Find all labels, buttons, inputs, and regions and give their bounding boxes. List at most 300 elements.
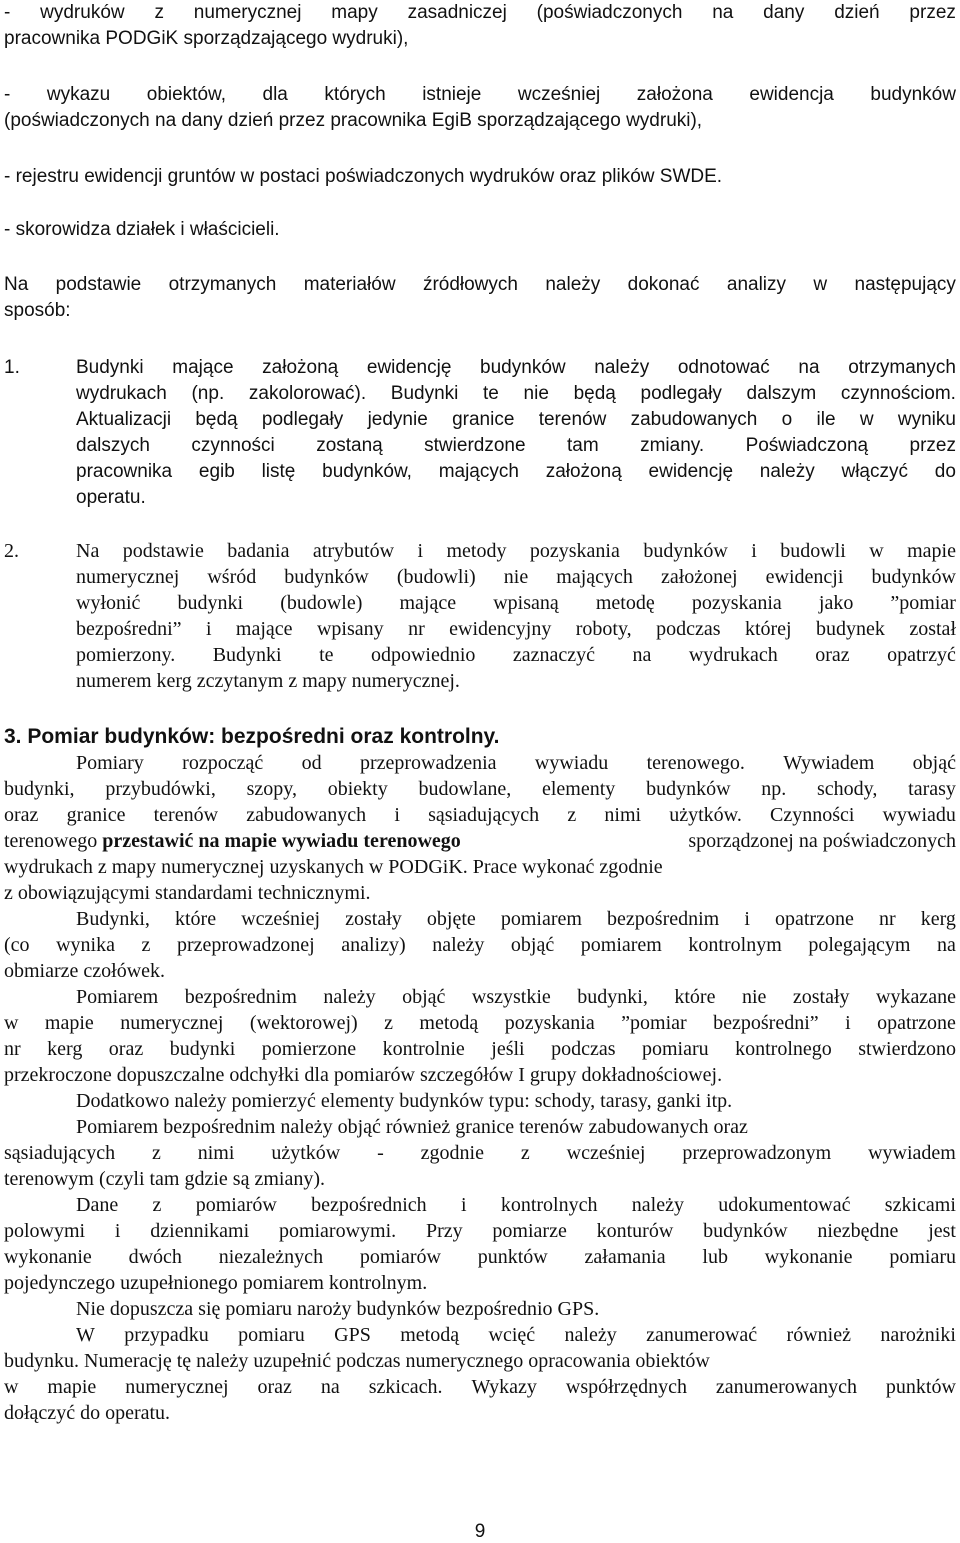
word: objąć (402, 986, 446, 1008)
word: polowymi (4, 1220, 86, 1242)
word: wcześniej (517, 84, 601, 105)
word: wywiadu (882, 804, 956, 826)
word: wywiadu (534, 752, 609, 774)
word: Na (4, 274, 29, 295)
word: punktów (885, 1376, 956, 1398)
word: ile (816, 409, 836, 430)
word: odpowiednio (370, 644, 476, 666)
word: tarasy (908, 778, 956, 800)
text-run: terenowego (4, 830, 103, 852)
word: szkicami (884, 1194, 956, 1216)
word: podlegały (640, 383, 722, 404)
word: załamania (584, 1246, 666, 1268)
word: pomiarów (359, 1246, 441, 1268)
paragraph-line: dołączyć do operatu. (4, 1402, 171, 1424)
word: z (151, 1142, 161, 1164)
word: Wykazy (471, 1376, 537, 1398)
word: budynków, (322, 461, 412, 482)
word: Aktualizacji (76, 409, 172, 430)
word: które (674, 986, 716, 1008)
word: objąć (510, 934, 555, 956)
word: opatrzone (774, 908, 854, 930)
word: (wektorowej) (249, 1012, 358, 1034)
word: ewidencja (749, 84, 834, 105)
word: budynki (169, 1038, 236, 1060)
word: wykonanie (764, 1246, 853, 1268)
word: kontrolnych (500, 1194, 598, 1216)
word: na (712, 2, 734, 23)
word: polegającym (808, 934, 911, 956)
paragraph-line (4, 1374, 956, 1400)
word: i (751, 540, 757, 562)
word: dokonać (627, 274, 700, 295)
word: istnieje (422, 84, 482, 105)
word: rozpocząć (182, 752, 264, 774)
word: dla (262, 84, 288, 105)
paragraph-line: budynku. Numerację tę należy uzupełnić podczas numerycznego opracowania obiektów (4, 1350, 710, 1372)
word: na (632, 644, 652, 666)
word: mających (438, 461, 519, 482)
word: analizy) (341, 934, 406, 956)
word: nie (523, 383, 549, 404)
word: zanumerowanych (715, 1376, 857, 1398)
word: zostały (345, 908, 402, 930)
word: kontrolnego (735, 1038, 832, 1060)
word: kontrolnym (688, 934, 782, 956)
word: należy (759, 461, 815, 482)
word: stwierdzono (858, 1038, 956, 1060)
word: należy (432, 934, 485, 956)
list-item-line (76, 381, 956, 407)
word: wcześniej (566, 1142, 646, 1164)
word: (budowle) (280, 592, 363, 614)
word: Budynki (212, 644, 282, 666)
word: będą (573, 383, 616, 404)
word: budynek (816, 618, 885, 640)
word: Budynki (390, 383, 459, 404)
word: podlegały (261, 409, 344, 430)
paragraph-line (4, 776, 956, 802)
word: bezpośredni” (713, 1012, 819, 1034)
word: atrybutów (312, 540, 395, 562)
word: budowli (780, 540, 846, 562)
paragraph-line (76, 1192, 956, 1218)
word: wyłonić (76, 592, 141, 614)
word: budynków (703, 1220, 788, 1242)
paragraph-line: przekroczone dopuszczalne odchyłki dla pomiarów szczegółów I grupy dokładnościowej. (4, 1064, 723, 1086)
word: budynków (870, 84, 956, 105)
word: przeprowadzonej (176, 934, 315, 956)
list-number: 2. (4, 540, 19, 562)
word: i (205, 618, 212, 640)
word: metodą (400, 1324, 460, 1346)
word: (poświadczonych (536, 2, 683, 23)
word: zostały (792, 986, 850, 1008)
word: pomiarze (492, 1220, 567, 1242)
paragraph-line (4, 828, 956, 854)
paragraph-line (4, 1036, 956, 1062)
word: przez (909, 435, 956, 456)
paragraph-line (4, 802, 956, 828)
word: wydruków (40, 2, 125, 23)
list-item-line (76, 590, 956, 616)
word: Budynki, (76, 908, 150, 930)
word: budynków (284, 566, 369, 588)
word: odnotować (677, 357, 770, 378)
word: na (320, 1376, 340, 1398)
word: opatrzone (877, 1012, 956, 1034)
word: kontrolnie (382, 1038, 465, 1060)
word: założoną (545, 461, 622, 482)
word: również (786, 1324, 851, 1346)
word: Budynki (76, 357, 144, 378)
word: ewidencji (765, 566, 844, 588)
word: źródłowych (422, 274, 518, 295)
word: numerycznej (120, 1012, 224, 1034)
word: założonej (660, 566, 738, 588)
word: jedynie (367, 409, 428, 430)
section-heading: 3. Pomiar budynków: bezpośredni oraz kontrolny. (4, 725, 500, 748)
word: mające (172, 357, 234, 378)
word: metodę (595, 592, 655, 614)
paragraph-line (4, 1010, 956, 1036)
list-item-line: numerem kerg zczytanym z mapy numerycznej. (76, 670, 460, 692)
word: pomiaru (641, 1038, 709, 1060)
word: nimi (197, 1142, 235, 1164)
word: zabudowanych (630, 409, 758, 430)
word: niezbędne (817, 1220, 899, 1242)
intro-line (4, 0, 956, 26)
word: ”pomiar (890, 592, 956, 614)
word: Poświadczoną (745, 435, 869, 456)
word: wszystkie (471, 986, 551, 1008)
paragraph-line (4, 932, 956, 958)
word: z (384, 1012, 393, 1034)
word: pomiarem (500, 908, 582, 930)
paragraph-line: Pomiarem bezpośrednim należy objąć również granice terenów zabudowanych oraz (76, 1116, 748, 1138)
word: wydrukach (688, 644, 778, 666)
word: terenowego. (646, 752, 745, 774)
list-item-line (76, 538, 956, 564)
word: Czynności (769, 804, 855, 826)
word: W (76, 1324, 95, 1346)
word: sąsiadujących (4, 1142, 116, 1164)
word: (co (4, 934, 30, 956)
word: na (798, 357, 820, 378)
word: wykonanie (4, 1246, 92, 1268)
word: przybudówki, (105, 778, 216, 800)
word: - (4, 84, 11, 105)
intro-line: - rejestru ewidencji gruntów w postaci poświadczonych wydruków oraz plików SWDE. (4, 166, 723, 187)
word: mapie (44, 1012, 94, 1034)
word: badania (227, 540, 290, 562)
word: w (4, 1376, 19, 1398)
word: budynków (643, 540, 728, 562)
word: czynności (191, 435, 275, 456)
word: kerg (47, 1038, 83, 1060)
word: włączyć (841, 461, 908, 482)
word: zasadniczej (407, 2, 507, 23)
word: narożniki (880, 1324, 956, 1346)
text-run: sporządzonej na poświadczonych (688, 830, 956, 852)
word: wpisaną (493, 592, 559, 614)
word: użytków. (669, 804, 742, 826)
word: pomiaru (238, 1324, 305, 1346)
word: otrzymanych (848, 357, 956, 378)
word: jako (818, 592, 854, 614)
paragraph-line: Dodatkowo należy pomierzyć elementy budynków typu: schody, tarasy, ganki itp. (76, 1090, 733, 1112)
word: których (324, 84, 386, 105)
word: wcześniej (241, 908, 321, 930)
word: granice (66, 804, 126, 826)
word: należy (545, 274, 601, 295)
list-item-line (76, 407, 956, 433)
list-item-line (76, 355, 956, 381)
list-item-line (76, 433, 956, 459)
word: budowlane, (418, 778, 512, 800)
word: szopy, (246, 778, 297, 800)
word: czynnościom. (840, 383, 956, 404)
word: przeprowadzonym (682, 1142, 832, 1164)
word: pomiarem (580, 934, 662, 956)
word: wpisany (316, 618, 384, 640)
word: Dane (76, 1194, 119, 1216)
word: i (744, 908, 750, 930)
word: dwóch (128, 1246, 182, 1268)
word: bezpośrednim (607, 908, 720, 930)
word: zaznaczyć (512, 644, 596, 666)
intro-line: pracownika PODGiK sporządzającego wydruki), (4, 28, 409, 49)
word: budynków (871, 566, 956, 588)
paragraph-line (76, 984, 956, 1010)
word: te (483, 383, 499, 404)
word: wywiadem (868, 1142, 956, 1164)
word: na (937, 934, 956, 956)
word: należy (323, 986, 376, 1008)
word: i (394, 804, 400, 826)
word: elementy (542, 778, 616, 800)
word: zgodnie (420, 1142, 484, 1164)
word: kerg (920, 908, 956, 930)
word: zakolorować). (248, 383, 367, 404)
word: zabudowanych (246, 804, 367, 826)
word: nr (408, 618, 425, 640)
word: dalszym (746, 383, 817, 404)
word: z (520, 1142, 530, 1164)
word: schody, (817, 778, 878, 800)
list-number: 1. (4, 357, 20, 378)
word: założoną (262, 357, 339, 378)
word: zanumerować (646, 1324, 758, 1346)
word: oraz (108, 1038, 144, 1060)
word: te (319, 644, 334, 666)
word: roboty, (575, 618, 632, 640)
word: z (567, 804, 577, 826)
word: pomierzony. (76, 644, 176, 666)
word: ”pomiar (621, 1012, 687, 1034)
paragraph-line: pojedynczego uzupełnionego pomiarem kontrolnym. (4, 1272, 428, 1294)
word: wynika (56, 934, 115, 956)
list-item-line (76, 642, 956, 668)
word: mapie (47, 1376, 97, 1398)
word: i (460, 1194, 467, 1216)
word: numerycznej (125, 1376, 229, 1398)
word: pracownika (76, 461, 173, 482)
word: pomiarowymi. (278, 1220, 397, 1242)
word: założona (636, 84, 713, 105)
word: budynków (646, 778, 731, 800)
word: której (744, 618, 792, 640)
word: tam (566, 435, 599, 456)
word: mapy (331, 2, 378, 23)
paragraph-line: z obowiązującymi standardami technicznymi. (4, 882, 371, 904)
word: opatrzyć (887, 644, 956, 666)
word: z (154, 2, 164, 23)
word: w (859, 409, 874, 430)
word: analizy (726, 274, 787, 295)
word: materiałów (303, 274, 396, 295)
emphasis-text: przestawić na mapie wywiadu terenowego (102, 830, 461, 852)
word: np. (761, 778, 787, 800)
word: i (417, 540, 424, 562)
word: oraz (4, 804, 39, 826)
word: przez (909, 2, 956, 23)
word: bezpośrednich (311, 1194, 427, 1216)
word: jest (928, 1220, 956, 1242)
word: sąsiadujących (428, 804, 540, 826)
word: objąć (912, 752, 956, 774)
paragraph-line (4, 1140, 956, 1166)
paragraph-line: Nie dopuszcza się pomiaru naroży budynków bezpośrednio GPS. (76, 1298, 600, 1320)
word: - (377, 1142, 384, 1164)
word: dziennikami (150, 1220, 250, 1242)
word: Na (76, 540, 100, 562)
paragraph-line: wydrukach z mapy numerycznej uzyskanych w PODGiK. Prace wykonać zgodnie (4, 856, 663, 878)
word: pozyskania (691, 592, 782, 614)
word: podstawie (55, 274, 142, 295)
word: (budowli) (396, 566, 476, 588)
word: (np. (191, 383, 225, 404)
word: następujący (854, 274, 956, 295)
word: i (114, 1220, 121, 1242)
word: lub (702, 1246, 728, 1268)
word: z (141, 934, 151, 956)
word: udokumentować (718, 1194, 851, 1216)
word: otrzymanych (168, 274, 277, 295)
word: wśród (207, 566, 257, 588)
word: szkicach. (368, 1376, 443, 1398)
list-item-line (76, 616, 956, 642)
word: obiekty (327, 778, 388, 800)
word: budynków (480, 357, 566, 378)
intro-line: (poświadczonych na dany dzień przez pracownika EgiB sporządzającego wydruki), (4, 110, 703, 131)
word: pomiarów (195, 1194, 277, 1216)
word: podczas (551, 1038, 616, 1060)
word: - (4, 2, 11, 23)
word: budynki, (577, 986, 648, 1008)
analysis-intro-line: sposób: (4, 300, 71, 321)
word: dalszych (76, 435, 150, 456)
word: współrzędnych (565, 1376, 687, 1398)
word: nr (878, 908, 896, 930)
word: będą (195, 409, 238, 430)
word: nie (503, 566, 529, 588)
word: w (869, 540, 884, 562)
word: oraz (257, 1376, 292, 1398)
paragraph-line: terenowym (czyli tam gdzie są zmiany). (4, 1168, 325, 1190)
page-number: 9 (474, 1521, 486, 1542)
word: jeśli (491, 1038, 525, 1060)
paragraph-line (4, 1244, 956, 1270)
word: nimi (604, 804, 642, 826)
word: w (4, 1012, 19, 1034)
word: wykazane (876, 986, 956, 1008)
word: pozyskania (504, 1012, 595, 1034)
intro-line (4, 82, 956, 108)
word: pomiaru (889, 1246, 956, 1268)
word: numerycznej (76, 566, 180, 588)
list-item-line (76, 564, 956, 590)
list-item-line (76, 459, 956, 485)
intro-line: - skorowidza działek i właścicieli. (4, 219, 280, 240)
word: Przy (425, 1220, 463, 1242)
word: z (152, 1194, 162, 1216)
word: należy (564, 1324, 617, 1346)
paragraph-line (76, 906, 956, 932)
word: użytków (271, 1142, 341, 1164)
word: objęte (426, 908, 476, 930)
word: należy (631, 1194, 684, 1216)
word: przypadku (124, 1324, 209, 1346)
word: bezpośrednim (184, 986, 297, 1008)
word: mających (556, 566, 633, 588)
word: listę (261, 461, 296, 482)
word: ewidencyjny (449, 618, 552, 640)
word: o (781, 409, 793, 430)
word: podstawie (122, 540, 204, 562)
word: przeprowadzenia (359, 752, 497, 774)
word: w (813, 274, 828, 295)
word: dany (763, 2, 805, 23)
paragraph-line (76, 750, 956, 776)
word: Wywiadem (783, 752, 875, 774)
word: ewidencję (366, 357, 452, 378)
word: wydrukach (76, 383, 167, 404)
word: punktów (477, 1246, 548, 1268)
word: został (909, 618, 956, 640)
word: należy (594, 357, 650, 378)
paragraph-line (76, 1322, 956, 1348)
word: egib (198, 461, 235, 482)
word: stwierdzone (424, 435, 526, 456)
word: obiektów, (146, 84, 226, 105)
word: granice (452, 409, 515, 430)
word: do (934, 461, 956, 482)
word: terenów (538, 409, 607, 430)
word: niezależnych (218, 1246, 324, 1268)
word: podczas (656, 618, 721, 640)
word: bezpośredni” (76, 618, 182, 640)
word: i (845, 1012, 851, 1034)
word: wykazu (46, 84, 111, 105)
word: mające (399, 592, 457, 614)
paragraph-line (4, 1218, 956, 1244)
word: numerycznej (193, 2, 302, 23)
word: mające (235, 618, 293, 640)
word: zostaną (316, 435, 383, 456)
word: metodą (419, 1012, 479, 1034)
word: mapie (907, 540, 956, 562)
